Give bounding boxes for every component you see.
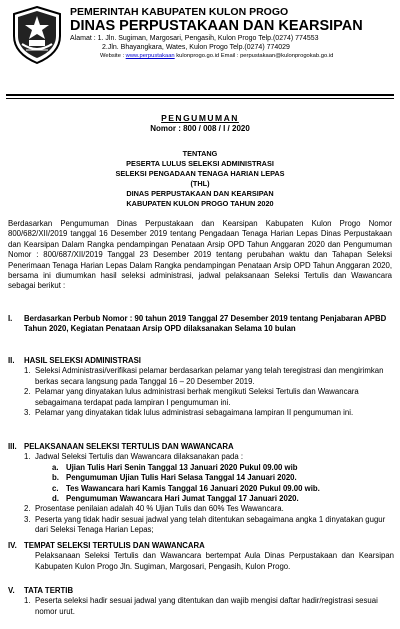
- website-prefix: Website :: [100, 53, 126, 59]
- section-5-heading: TATA TERTIB: [24, 586, 74, 595]
- schedule-item-text: Pengumuman Ujian Tulis Hari Selasa Tanggal 14 Januari 2020.: [66, 473, 297, 483]
- subject-line-2: SELEKSI PENGADAAN TENAGA HARIAN LEPAS: [115, 169, 285, 178]
- letterhead-rule-thin: [6, 98, 394, 99]
- schedule-item-text: Pengumuman Wawancara Hari Jumat Tanggal 17 Januari 2020.: [66, 494, 299, 504]
- section-1-text: Berdasarkan Perbub Nomor : 90 tahun 2019 Tanggal 27 Desember 2019 tentang Penjabaran APBD Tahun 2020, Kegiatan Penataan Arsip OPD dilaksanakan Selama 10 bulan: [24, 314, 387, 334]
- schedule-item-text: Tes Wawancara hari Kamis Tanggal 16 Januari 2020 Pukul 09.00 wib.: [66, 483, 320, 493]
- list-item: 3. Peserta yang tidak hadir sesuai jadwal yang telah ditentukan sebagaimana angka 1 dinyatakan gugur dari Seleksi Tenaga Harian Lepas;: [24, 514, 386, 535]
- announcement-number: Nomor : 800 / 008 / I / 2020: [150, 124, 250, 133]
- section-4-number: IV.: [8, 541, 17, 550]
- agency-name: DINAS PERPUSTAKAAN DAN KEARSIPAN: [70, 18, 363, 34]
- list-item-text: Peserta yang tidak hadir sesuai jadwal yang telah ditentukan sebagaimana angka 1 dinyatakan gugur dari Seleksi Tenaga Harian Lepas;: [35, 514, 386, 535]
- section-3-heading: PELAKSANAAN SELEKSI TERTULIS DAN WAWANCARA: [24, 442, 234, 451]
- list-item-text: Pelamar yang dinyatakan tidak lulus administrasi sebagaimana lampiran II pengumuman ini.: [35, 408, 354, 418]
- section-4: [8, 541, 394, 572]
- section-2-heading: HASIL SELEKSI ADMINISTRASI: [24, 356, 141, 365]
- schedule-item: a. Ujian Tulis Hari Senin Tanggal 13 Januari 2020 Pukul 09.00 wib: [52, 462, 298, 472]
- section-5-number: V.: [8, 586, 15, 595]
- list-item-text: Jadwal Seleksi Tertulis dan Wawancara dilaksanakan pada :: [35, 452, 244, 462]
- list-item: 2. Prosentase penilaian adalah 40 % Ujian Tulis dan 60% Tes Wawancara.: [24, 504, 284, 514]
- list-item-text: Seleksi Administrasi/verifikasi pelamar berdasarkan pelamar yang telah teregistrasi dan mengirimkan berkas secara langsung pada Tanggal 16 – 20 Desember 2019.: [35, 366, 384, 386]
- section-1-number: I.: [8, 314, 13, 323]
- address-line-2: 2.Jln. Bhayangkara, Wates, Kulon Progo Telp.(0274) 774029: [102, 44, 290, 51]
- section-1: [8, 314, 394, 335]
- section-3-number: III.: [8, 442, 17, 451]
- schedule-item: b. Pengumuman Ujian Tulis Hari Selasa Tanggal 14 Januari 2020.: [52, 473, 297, 483]
- schedule-item: d. Pengumuman Wawancara Hari Jumat Tanggal 17 Januari 2020.: [52, 494, 299, 504]
- website-line: [70, 52, 396, 60]
- subject-line-4: DINAS PERPUSTAKAAN DAN KEARSIPAN: [126, 189, 274, 198]
- schedule-item-text: Ujian Tulis Hari Senin Tanggal 13 Januari 2020 Pukul 09.00 wib: [66, 462, 298, 472]
- list-item: 1. Peserta seleksi hadir sesuai jadwal yang ditentukan dan wajib mengisi daftar hadir/registrasi sesuai nomor urut.: [24, 596, 378, 616]
- list-item-text: Pelamar yang dinyatakan lulus administrasi berhak mengikuti Seleksi Tertulis dan Wawancara sebagaimana terdapat pada lampiran I pengumuman ini.: [35, 387, 359, 407]
- letterhead: [70, 6, 396, 60]
- section-4-text: Pelaksanaan Seleksi Tertulis dan Wawancara bertempat Aula Dinas Perpustakaan dan Kearsipan Kabupaten Kulon Progo Jln. Sugiman, Margosari, Pengasih, Kulon Progo.: [35, 551, 394, 571]
- subject-line-1: PESERTA LULUS SELEKSI ADMINISTRASI: [126, 159, 274, 168]
- section-5: [8, 586, 394, 617]
- subject-line-5: KABUPATEN KULON PROGO TAHUN 2020: [126, 199, 274, 208]
- section-2: [8, 356, 394, 418]
- website-link[interactable]: www.perpustakaan: [125, 53, 175, 59]
- list-item-text: Prosentase penilaian adalah 40 % Ujian Tulis dan 60% Tes Wawancara.: [35, 504, 284, 514]
- section-2-number: II.: [8, 356, 15, 365]
- schedule-item: c. Tes Wawancara hari Kamis Tanggal 16 Januari 2020 Pukul 09.00 wib.: [52, 483, 320, 493]
- letterhead-rule-thick: [6, 94, 394, 96]
- list-item: 2. Pelamar yang dinyatakan lulus administrasi berhak mengikuti Seleksi Tertulis dan Wawancara sebagaimana terdapat pada lampiran I pengumuman ini.: [24, 387, 359, 407]
- subject-line-3: (THL): [190, 179, 210, 188]
- list-item: 3. Pelamar yang dinyatakan tidak lulus administrasi sebagaimana lampiran II pengumuman ini.: [24, 408, 354, 418]
- announcement-title: PENGUMUMAN: [161, 113, 239, 123]
- subject-label: TENTANG: [182, 149, 218, 158]
- kulon-progo-emblem-logo: [12, 6, 62, 64]
- address-line-1: Alamat : 1. Jln. Sugiman, Margosari, Pengasih, Kulon Progo Telp.(0274) 774553: [70, 35, 319, 42]
- list-item-text: Peserta seleksi hadir sesuai jadwal yang ditentukan dan wajib mengisi daftar hadir/registrasi sesuai nomor urut.: [35, 596, 378, 616]
- list-item: 1. Jadwal Seleksi Tertulis dan Wawancara dilaksanakan pada :: [24, 452, 244, 462]
- section-4-heading: TEMPAT SELEKSI TERTULIS DAN WAWANCARA: [24, 541, 205, 550]
- government-name: PEMERINTAH KABUPATEN KULON PROGO: [70, 6, 289, 18]
- list-item: 1. Seleksi Administrasi/verifikasi pelamar berdasarkan pelamar yang telah teregistrasi dan mengirimkan berkas secara langsung pada Tanggal 16 – 20 Desember 2019.: [24, 366, 384, 386]
- website-email: kulonprogo.go.id Email : perpustakaan@kulonprogokab.go.id: [174, 53, 334, 59]
- section-3: [8, 442, 394, 536]
- intro-paragraph: Berdasarkan Pengumuman Dinas Perpustakaan dan Kearsipan Kabupaten Kulon Progo Nomor 800/682/XII/2019 tanggal 16 Desember 2019 tentang Pengadaan Tenaga Harian Lepas Dinas Perpustakaan dan Kearsipan Dalam Rangka pendampingan Penataan Arsip OPD Tahun Anggaran 2020 dan Pengumuman Nomor : 800/687/XII/2019 Tanggal 23 Desember 2019 tentang perubahan waktu dan Tahapan Seleksi Penerimaan Tenaga Harian Lepas Dalam Rangka pendampingan Penataan Arsip OPD Tahun Anggaran 2020, bersama ini diumumkan hasil seleksi administrasi, jadwal pelaksanaan Seleksi Tertulis dan Wawancara sebagai berikut :: [8, 219, 392, 291]
